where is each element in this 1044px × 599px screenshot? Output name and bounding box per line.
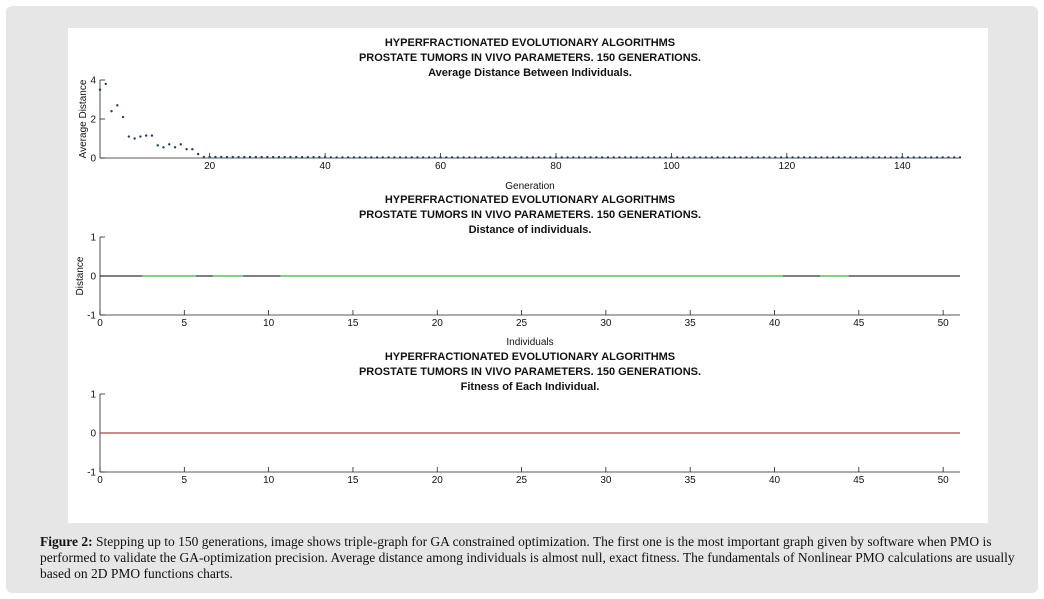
chart1-data-point xyxy=(428,156,430,158)
chart1-data-point xyxy=(335,156,337,158)
chart2-x-tick-label: 25 xyxy=(516,318,528,329)
chart1-data-point xyxy=(105,83,107,85)
chart1-data-point xyxy=(312,156,314,158)
chart1-data-point xyxy=(815,156,817,158)
chart1-data-point xyxy=(734,156,736,158)
chart2-x-tick-label: 15 xyxy=(347,318,359,329)
chart1-data-point xyxy=(884,156,886,158)
chart1-data-point xyxy=(641,156,643,158)
chart1-data-point xyxy=(941,156,943,158)
chart1-y-tick-label: 2 xyxy=(90,114,96,126)
chart3-title-line-3: Fitness of Each Individual. xyxy=(460,381,600,393)
chart1-data-point xyxy=(624,156,626,158)
chart1-title-line-3: Average Distance Between Individuals. xyxy=(428,67,632,79)
chart1-data-point xyxy=(895,156,897,158)
chart1-data-point xyxy=(630,156,632,158)
chart1-y-axis-label: Average Distance xyxy=(78,79,89,159)
chart1-data-point xyxy=(405,156,407,158)
chart1-x-axis-label: Generation xyxy=(505,181,555,192)
chart1-data-point xyxy=(399,156,401,158)
chart1-data-point xyxy=(128,135,130,137)
chart3-x-tick-label: 20 xyxy=(431,475,443,486)
chart1-data-point xyxy=(324,156,326,158)
chart1-data-point xyxy=(832,156,834,158)
chart3-title-line-1: HYPERFRACTIONATED EVOLUTIONARY ALGORITHMS xyxy=(384,351,676,363)
chart2-x-tick-label: 0 xyxy=(97,318,103,329)
chart1-data-point xyxy=(203,156,205,158)
chart1-data-point xyxy=(295,156,297,158)
chart1-data-point xyxy=(636,156,638,158)
chart1-data-point xyxy=(543,156,545,158)
chart1-data-point xyxy=(763,156,765,158)
chart3-x-tick-label: 35 xyxy=(684,475,696,486)
chart1-data-point xyxy=(416,156,418,158)
chart2-title-line-3: Distance of individuals. xyxy=(468,224,592,236)
chart1-data-point xyxy=(901,156,903,158)
chart1-data-point xyxy=(566,156,568,158)
chart1-data-point xyxy=(572,156,574,158)
chart1-data-point xyxy=(716,156,718,158)
chart1-data-point xyxy=(936,156,938,158)
chart1-data-point xyxy=(745,156,747,158)
chart1-data-point xyxy=(595,156,597,158)
chart1-data-point xyxy=(711,156,713,158)
chart1-data-point xyxy=(924,156,926,158)
chart1-data-point xyxy=(688,156,690,158)
chart1-data-point xyxy=(959,156,961,158)
chart1-data-point xyxy=(491,156,493,158)
chart3-y-tick-label: 0 xyxy=(90,428,96,440)
chart1-data-point xyxy=(561,156,563,158)
chart2-x-tick-label: 50 xyxy=(937,318,949,329)
chart1-data-point xyxy=(520,156,522,158)
chart1-data-point xyxy=(318,156,320,158)
chart1-data-point xyxy=(861,156,863,158)
chart1-data-point xyxy=(151,134,153,136)
chart1-data-point xyxy=(180,143,182,145)
chart1-data-point xyxy=(514,156,516,158)
chart1-data-point xyxy=(913,156,915,158)
chart2-x-tick-label: 30 xyxy=(600,318,612,329)
chart2-y-axis-label: Distance xyxy=(75,256,86,296)
chart1-data-point xyxy=(872,156,874,158)
chart1-data-point xyxy=(537,156,539,158)
chart1-data-point xyxy=(347,156,349,158)
chart1-data-point xyxy=(226,156,228,158)
chart1-data-point xyxy=(266,156,268,158)
caption-label: Figure 2: xyxy=(40,534,93,549)
chart1-data-point xyxy=(705,156,707,158)
chart1-data-point xyxy=(243,156,245,158)
chart1-x-tick-label: 100 xyxy=(663,161,680,172)
chart1-data-point xyxy=(353,156,355,158)
chart1-data-point xyxy=(601,156,603,158)
chart1-data-point xyxy=(393,156,395,158)
chart1-data-point xyxy=(768,156,770,158)
chart1-data-point xyxy=(659,156,661,158)
chart1-data-point xyxy=(157,144,159,146)
chart1-x-tick-label: 140 xyxy=(893,161,911,172)
chart1-data-point xyxy=(445,156,447,158)
chart1-data-point xyxy=(370,156,372,158)
chart1-data-point xyxy=(509,156,511,158)
chart1-data-point xyxy=(422,156,424,158)
chart1-data-point xyxy=(139,135,141,137)
chart1-data-point xyxy=(232,156,234,158)
chart1-data-point xyxy=(486,156,488,158)
chart1-y-tick-label: 4 xyxy=(90,75,96,87)
chart1-data-point xyxy=(457,156,459,158)
chart1-data-point xyxy=(99,89,101,91)
chart1-data-point xyxy=(670,156,672,158)
chart1-data-point xyxy=(774,156,776,158)
chart1-data-point xyxy=(341,156,343,158)
chart1-data-point xyxy=(890,156,892,158)
chart3-x-tick-label: 30 xyxy=(600,475,612,486)
chart2-x-tick-label: 45 xyxy=(853,318,865,329)
chart1-data-point xyxy=(947,156,949,158)
chart1-data-point xyxy=(803,156,805,158)
chart1-data-point xyxy=(826,156,828,158)
chart1-data-point xyxy=(410,156,412,158)
chart1-data-point xyxy=(653,156,655,158)
chart1-x-tick-label: 60 xyxy=(434,161,447,172)
chart1-data-point xyxy=(191,148,193,150)
chart1-x-tick-label: 40 xyxy=(319,161,331,172)
chart1-data-point xyxy=(220,156,222,158)
chart1-data-point xyxy=(283,156,285,158)
chart1-data-point xyxy=(145,134,147,136)
chart2-y-tick-label: 1 xyxy=(90,232,96,244)
chart1-data-point xyxy=(272,156,274,158)
chart2-y-tick-label: -1 xyxy=(87,310,96,322)
chart2-y-tick-label: 0 xyxy=(90,271,96,283)
chart2-x-tick-label: 35 xyxy=(684,318,696,329)
chart1-data-point xyxy=(289,156,291,158)
chart2-x-tick-label: 10 xyxy=(263,318,275,329)
chart1-data-point xyxy=(532,156,534,158)
chart3-x-tick-label: 5 xyxy=(181,475,188,486)
chart1-data-point xyxy=(122,116,124,118)
caption-text: Stepping up to 150 generations, image shows triple-graph for GA constrained optimization. The first one is the most important graph given by software when PMO is performed to validate the GA-optimization precision. Average distance among individuals is almost null, exact fitness. The fundamentals of Nonlinear PMO calculations are usually based on 2D PMO functions charts. xyxy=(40,534,1015,581)
chart1-data-point xyxy=(786,156,788,158)
chart1-data-point xyxy=(930,156,932,158)
chart1-data-point xyxy=(208,156,210,158)
chart1-data-point xyxy=(780,156,782,158)
chart1-data-point xyxy=(116,104,118,106)
chart1-data-point xyxy=(387,156,389,158)
chart1-data-point xyxy=(249,156,251,158)
chart1-data-point xyxy=(664,156,666,158)
chart1-data-point xyxy=(237,156,239,158)
chart1-data-point xyxy=(809,156,811,158)
chart1-data-point xyxy=(474,156,476,158)
chart1-data-point xyxy=(907,156,909,158)
chart3-x-tick-label: 40 xyxy=(768,475,781,486)
chart1-data-point xyxy=(549,156,551,158)
chart1-data-point xyxy=(260,156,262,158)
chart1-data-point xyxy=(878,156,880,158)
chart1-data-point xyxy=(589,156,591,158)
chart1-data-point xyxy=(618,156,620,158)
chart1-data-point xyxy=(849,156,851,158)
chart1-data-point xyxy=(751,156,753,158)
chart2-x-tick-label: 20 xyxy=(431,318,443,329)
chart1-data-point xyxy=(953,156,955,158)
chart1-y-tick-label: 0 xyxy=(90,153,96,165)
chart2-title-line-1: HYPERFRACTIONATED EVOLUTIONARY ALGORITHMS xyxy=(384,194,676,206)
chart1-data-point xyxy=(728,156,730,158)
chart1-data-point xyxy=(820,156,822,158)
chart1-data-point xyxy=(168,143,170,145)
chart1-data-point xyxy=(451,156,453,158)
chart1-x-tick-label: 80 xyxy=(550,161,562,172)
chart3-title-line-2: PROSTATE TUMORS IN VIVO PARAMETERS. 150 GENERATIONS. xyxy=(358,366,702,378)
chart1-data-point xyxy=(359,156,361,158)
chart1-data-point xyxy=(682,156,684,158)
chart1-data-point xyxy=(791,156,793,158)
chart1-data-point xyxy=(376,156,378,158)
chart1-data-point xyxy=(855,156,857,158)
chart1-title-line-2: PROSTATE TUMORS IN VIVO PARAMETERS. 150 GENERATIONS. xyxy=(358,52,702,64)
chart3-x-tick-label: 0 xyxy=(97,475,103,486)
chart1-data-point xyxy=(693,156,695,158)
chart3-x-tick-label: 25 xyxy=(516,475,528,486)
chart1-data-point xyxy=(757,156,759,158)
chart1-x-tick-label: 20 xyxy=(204,161,216,172)
chart1-data-point xyxy=(197,153,199,155)
chart1-data-point xyxy=(162,146,164,148)
chart3-y-tick-label: 1 xyxy=(90,389,96,401)
chart1-data-point xyxy=(434,156,436,158)
chart1-data-point xyxy=(330,156,332,158)
chart1-data-point xyxy=(555,156,557,158)
chart2-title-line-2: PROSTATE TUMORS IN VIVO PARAMETERS. 150 GENERATIONS. xyxy=(358,209,702,221)
chart1-data-point xyxy=(843,156,845,158)
chart1-data-point xyxy=(866,156,868,158)
chart1-data-point xyxy=(214,156,216,158)
chart3-x-tick-label: 50 xyxy=(937,475,949,486)
chart3-x-tick-label: 10 xyxy=(263,475,275,486)
chart1-title-line-1: HYPERFRACTIONATED EVOLUTIONARY ALGORITHMS xyxy=(384,37,676,49)
chart1-data-point xyxy=(503,156,505,158)
chart1-data-point xyxy=(480,156,482,158)
chart1-data-point xyxy=(468,156,470,158)
chart2-x-axis-label: Individuals xyxy=(506,337,554,348)
chart1-data-point xyxy=(497,156,499,158)
chart2-x-tick-label: 5 xyxy=(181,318,188,329)
chart2-x-tick-label: 40 xyxy=(768,318,781,329)
chart3-y-tick-label: -1 xyxy=(87,467,96,479)
chart1-data-point xyxy=(526,156,528,158)
chart1-data-point xyxy=(110,110,112,112)
chart1-data-point xyxy=(797,156,799,158)
chart1-data-point xyxy=(612,156,614,158)
chart1-data-point xyxy=(578,156,580,158)
chart1-data-point xyxy=(133,137,135,139)
chart1-data-point xyxy=(255,156,257,158)
chart1-data-point xyxy=(918,156,920,158)
chart1-x-tick-label: 120 xyxy=(778,161,796,172)
chart1-data-point xyxy=(301,156,303,158)
chart1-data-point xyxy=(722,156,724,158)
chart1-data-point xyxy=(174,146,176,148)
chart1-data-point xyxy=(676,156,678,158)
chart1-data-point xyxy=(699,156,701,158)
chart3-x-tick-label: 45 xyxy=(853,475,865,486)
chart1-data-point xyxy=(462,156,464,158)
chart1-data-point xyxy=(185,148,187,150)
chart1-data-point xyxy=(382,156,384,158)
chart1-data-point xyxy=(439,156,441,158)
chart1-data-point xyxy=(607,156,609,158)
chart1-data-point xyxy=(364,156,366,158)
chart1-data-point xyxy=(584,156,586,158)
chart3-x-tick-label: 15 xyxy=(347,475,359,486)
chart1-data-point xyxy=(647,156,649,158)
chart1-data-point xyxy=(278,156,280,158)
chart1-data-point xyxy=(307,156,309,158)
chart1-data-point xyxy=(838,156,840,158)
chart1-data-point xyxy=(739,156,741,158)
